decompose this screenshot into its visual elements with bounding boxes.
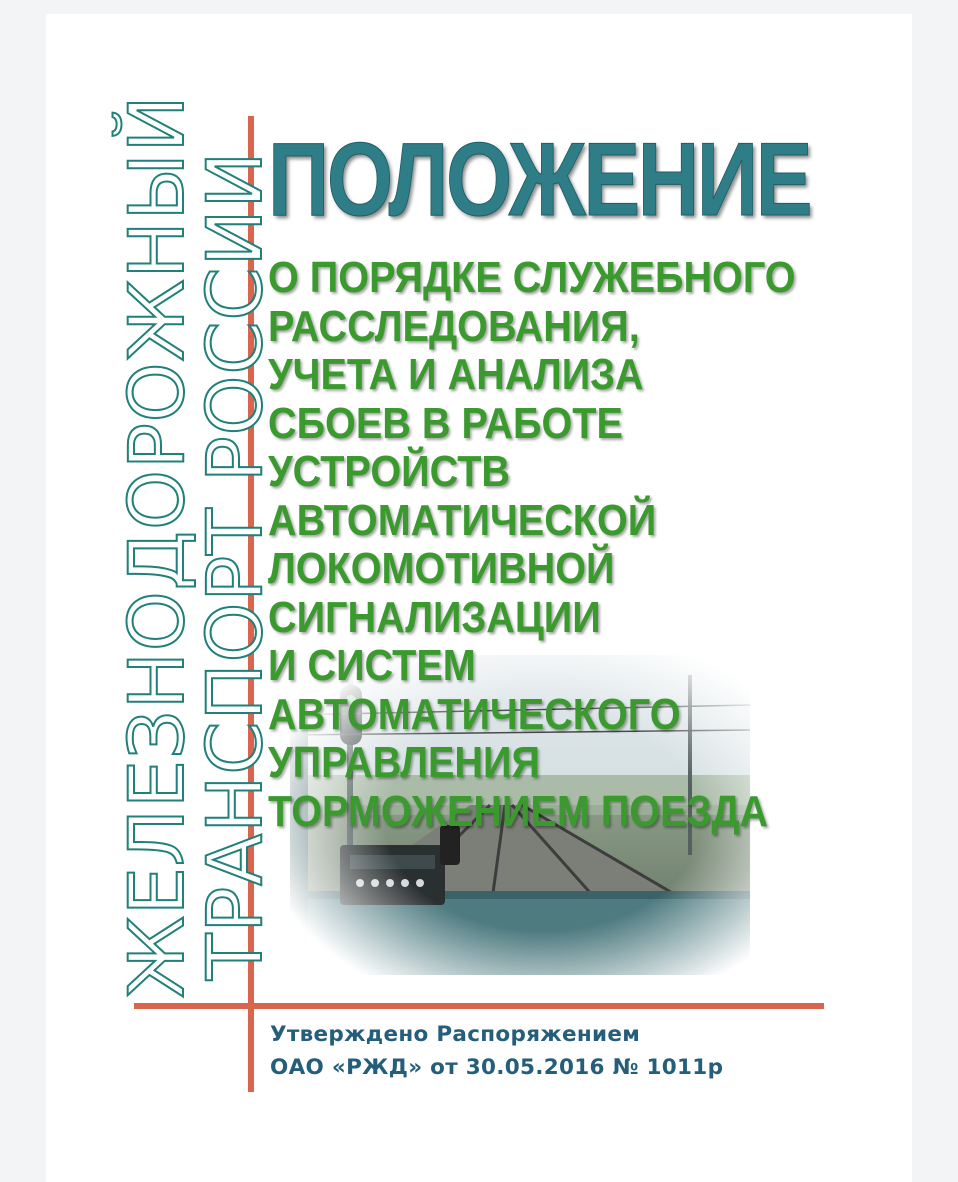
series-title-line2: ТРАНСПОРТ РОССИИ bbox=[190, 150, 279, 980]
subtitle-line: УЧЕТА И АНАЛИЗА bbox=[268, 350, 644, 399]
subtitle-line: СБОЕВ В РАБОТЕ bbox=[268, 398, 623, 448]
subtitle-line: ЛОКОМОТИВНОЙ bbox=[268, 544, 615, 593]
document-title: ПОЛОЖЕНИЕ bbox=[268, 122, 811, 238]
subtitle-line: АВТОМАТИЧЕСКОЙ bbox=[268, 495, 657, 545]
subtitle-line: УПРАВЛЕНИЯ bbox=[268, 738, 540, 787]
red-horizontal-rule bbox=[134, 1003, 824, 1009]
approval-line: Утверждено Распоряжением bbox=[270, 1022, 641, 1047]
subtitle-line: О ПОРЯДКЕ СЛУЖЕБНОГО bbox=[268, 253, 796, 302]
subtitle-line: УСТРОЙСТВ bbox=[268, 447, 511, 496]
document-subtitle bbox=[268, 254, 828, 836]
subtitle-line: И СИСТЕМ bbox=[268, 641, 476, 690]
subtitle-line: РАССЛЕДОВАНИЯ, bbox=[268, 301, 640, 351]
approval-line: ОАО «РЖД» от 30.05.2016 № 1011р bbox=[270, 1055, 724, 1080]
subtitle-line: АВТОМАТИЧЕСКОГО bbox=[268, 689, 681, 739]
approval-note bbox=[270, 1018, 830, 1084]
subtitle-line: СИГНАЛИЗАЦИИ bbox=[268, 592, 601, 642]
series-title-line1: ЖЕЛЕЗНОДОРОЖНЫЙ bbox=[112, 94, 201, 998]
subtitle-line: ТОРМОЖЕНИЕМ ПОЕЗДА bbox=[268, 786, 769, 836]
